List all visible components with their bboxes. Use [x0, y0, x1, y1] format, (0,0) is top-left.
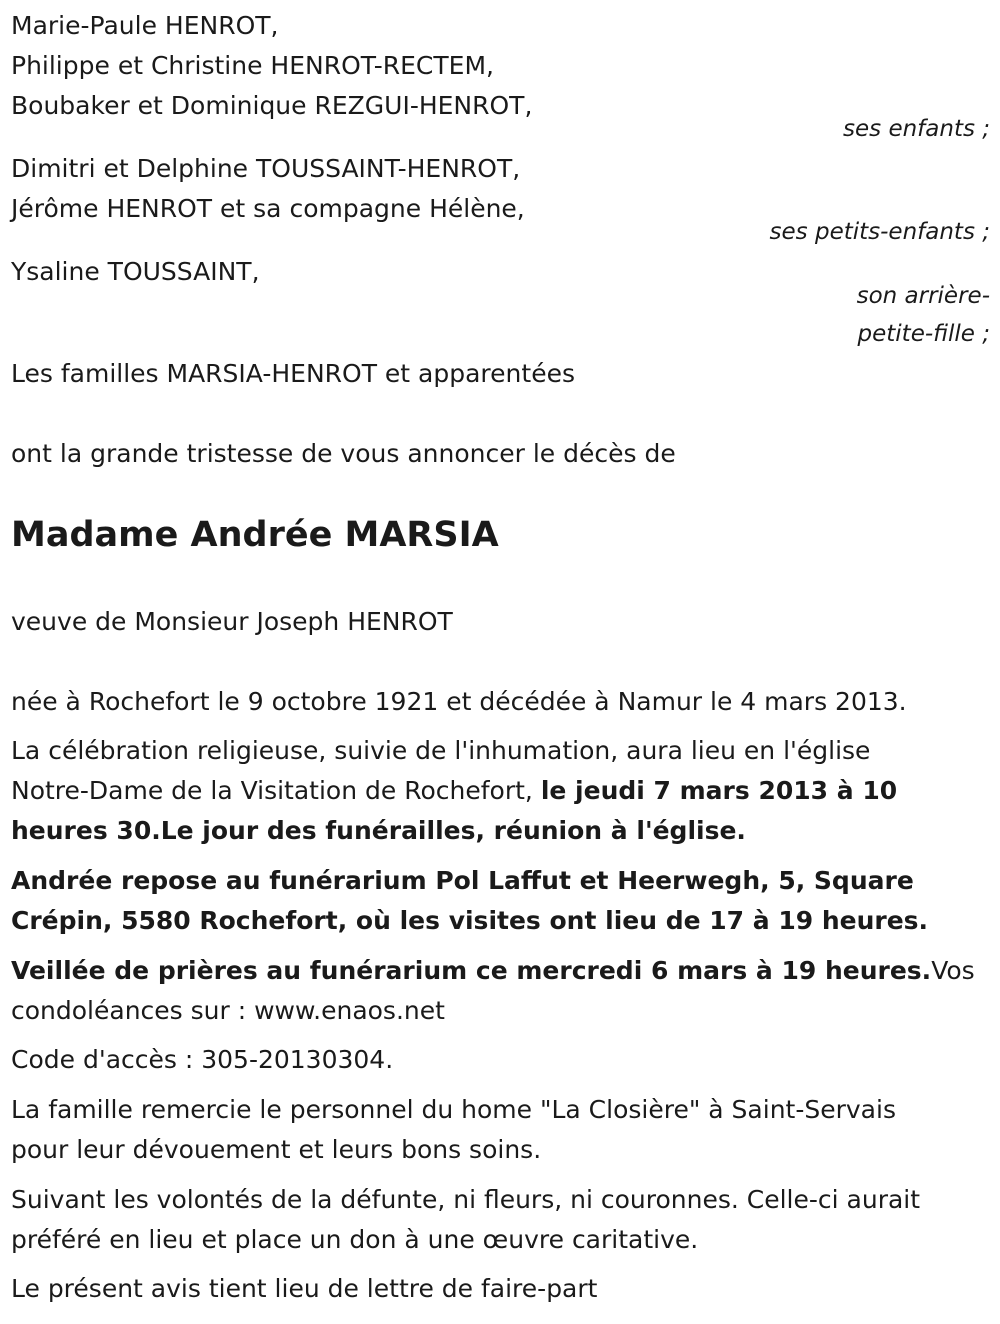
vigil-normal: Vos: [931, 956, 975, 985]
vigil-bold: Veillée de prières au funérarium ce mercredi 6 mars à 19 heures.: [11, 956, 932, 985]
families-line: Les familles MARSIA-HENROT et apparentées: [11, 359, 575, 388]
access-code-line: Code d'accès : 305-20130304.: [11, 1045, 394, 1074]
ceremony-line-2-normal: Notre-Dame de la Visitation de Rochefort,: [11, 776, 541, 805]
grandchildren-role: ses petits-enfants ;: [769, 219, 990, 245]
ceremony-line-1: La célébration religieuse, suivie de l'inhumation, aura lieu en l'église: [11, 736, 871, 765]
thanks-line-2: pour leur dévouement et leurs bons soins.: [11, 1135, 542, 1164]
deceased-name: Madame Andrée MARSIA: [11, 515, 499, 555]
child-line-1: Marie-Paule HENROT,: [11, 11, 279, 40]
wishes-line-1: Suivant les volontés de la défunte, ni fleurs, ni couronnes. Celle-ci aurait: [11, 1185, 921, 1214]
greatgrandchild-line: Ysaline TOUSSAINT,: [11, 257, 260, 286]
closing-line: Le présent avis tient lieu de lettre de faire-part: [11, 1274, 598, 1303]
ceremony-line-2: [11, 771, 897, 811]
children-role: ses enfants ;: [843, 116, 990, 142]
rest-line-1: Andrée repose au funérarium Pol Laffut et Heerwegh, 5, Square: [11, 866, 914, 895]
ceremony-line-3: heures 30.Le jour des funérailles, réunion à l'église.: [11, 816, 746, 845]
greatgrandchild-role-2: petite-fille ;: [857, 321, 990, 347]
announcement-line: ont la grande tristesse de vous annoncer le décès de: [11, 439, 676, 468]
rest-line-2: Crépin, 5580 Rochefort, où les visites ont lieu de 17 à 19 heures.: [11, 906, 929, 935]
vigil-line-2: condoléances sur : www.enaos.net: [11, 996, 445, 1025]
thanks-line-1: La famille remercie le personnel du home "La Closière" à Saint-Servais: [11, 1095, 896, 1124]
wishes-line-2: préféré en lieu et place un don à une œuvre caritative.: [11, 1225, 699, 1254]
ceremony-date: le jeudi 7 mars 2013 à 10: [540, 776, 898, 805]
child-line-3: Boubaker et Dominique REZGUI-HENROT,: [11, 91, 533, 120]
greatgrandchild-role-1: son arrière-: [856, 283, 990, 309]
grandchild-line-1: Dimitri et Delphine TOUSSAINT-HENROT,: [11, 154, 521, 183]
child-line-2: Philippe et Christine HENROT-RECTEM,: [11, 51, 494, 80]
widow-of-line: veuve de Monsieur Joseph HENROT: [11, 607, 453, 636]
birth-death-line: née à Rochefort le 9 octobre 1921 et décédée à Namur le 4 mars 2013.: [11, 687, 907, 716]
grandchild-line-2: Jérôme HENROT et sa compagne Hélène,: [11, 194, 525, 223]
vigil-line-1: [11, 951, 975, 991]
